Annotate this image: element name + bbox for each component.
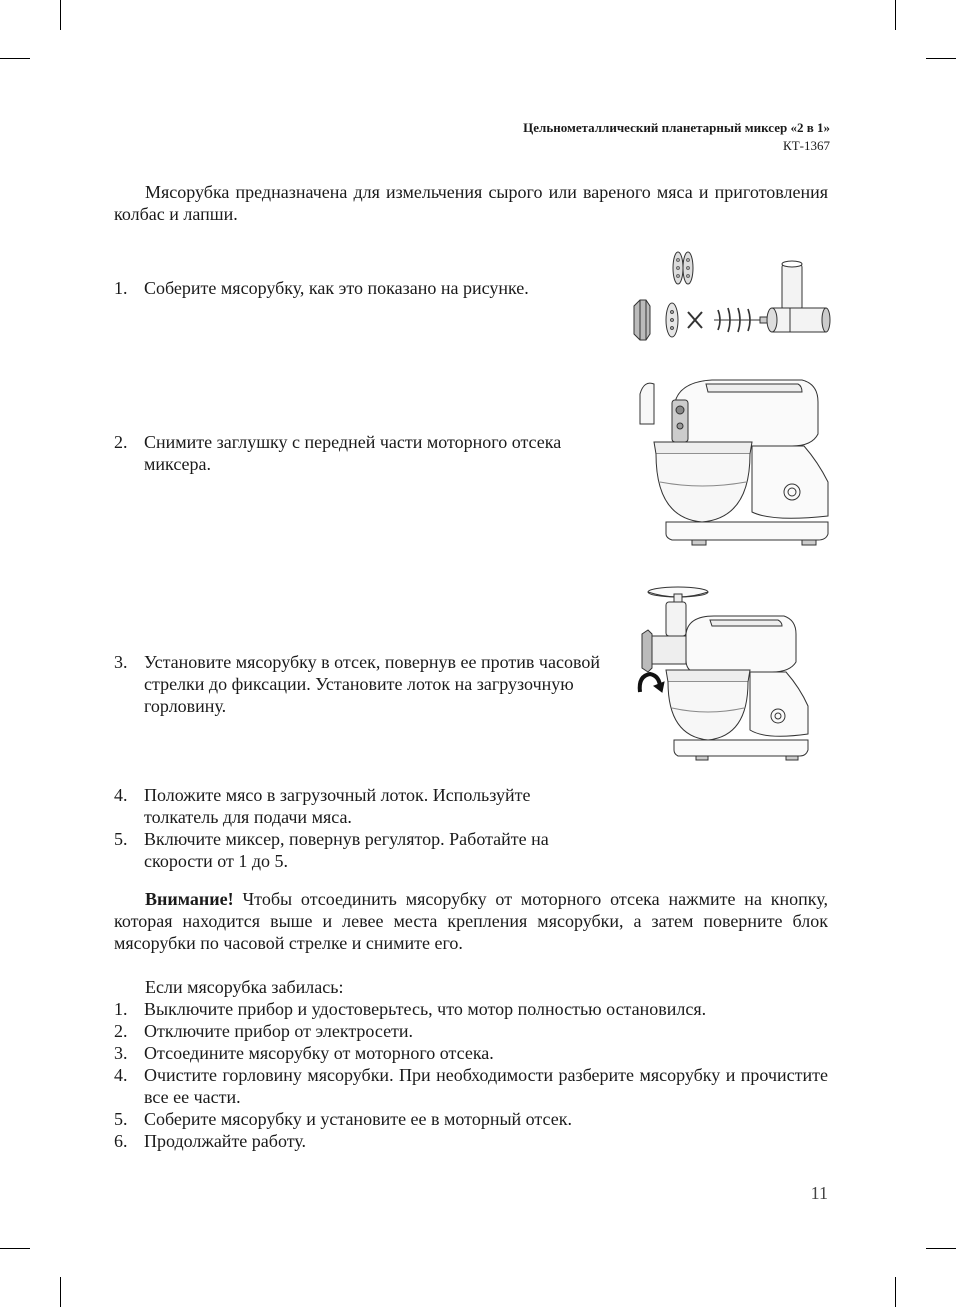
step-text: Продолжайте работу. bbox=[144, 1131, 307, 1151]
list-item bbox=[114, 431, 614, 475]
clog-intro: Если мясорубка забилась: bbox=[145, 977, 344, 997]
step-text: Выключите прибор и удостоверьтесь, что мотор полностью остановился. bbox=[144, 999, 707, 1019]
step-number: 3. bbox=[114, 1043, 128, 1063]
step-text: Установите мясорубку в отсек, повернув ее против часовой стрелки до фиксации. Установите лоток на загрузочную горловину. bbox=[144, 652, 600, 716]
crop-mark bbox=[895, 0, 896, 30]
list-item bbox=[114, 1020, 828, 1042]
list-item bbox=[114, 1130, 828, 1152]
step-list-item bbox=[114, 651, 628, 717]
crop-mark bbox=[60, 1277, 61, 1307]
warning-text: Чтобы отсоединить мясорубку от моторного отсека нажмите на кнопку, которая находится выше и левее места крепления мясорубки, а затем поверните блок мясорубки по часовой стрелке и снимите его. bbox=[114, 889, 828, 953]
list-item bbox=[114, 1064, 828, 1108]
step-list-item bbox=[114, 431, 614, 475]
page-number: 11 bbox=[810, 1183, 828, 1203]
mixer-cover-removal-illustration bbox=[632, 362, 832, 558]
step-number: 3. bbox=[114, 652, 128, 672]
step-text: Очистите горловину мясорубки. При необходимости разберите мясорубку и прочистите все ее части. bbox=[144, 1065, 828, 1107]
step-number: 1. bbox=[114, 278, 128, 298]
step-text: Включите миксер, повернув регулятор. Работайте на скорости от 1 до 5. bbox=[144, 829, 549, 871]
step-text: Положите мясо в загрузочный лоток. Используйте толкатель для подачи мяса. bbox=[144, 785, 531, 827]
clog-step-list bbox=[114, 998, 828, 1152]
step-text: Отсоедините мясорубку от моторного отсека. bbox=[144, 1043, 494, 1063]
list-item bbox=[114, 651, 628, 717]
step-text: Соберите мясорубку, как это показано на рисунке. bbox=[144, 278, 529, 298]
step-number: 5. bbox=[114, 1109, 128, 1129]
crop-mark bbox=[926, 58, 956, 59]
header-model: КТ-1367 bbox=[783, 138, 830, 153]
crop-mark bbox=[895, 1277, 896, 1307]
running-header bbox=[523, 119, 830, 155]
step-number: 5. bbox=[114, 829, 128, 849]
step-number: 4. bbox=[114, 1065, 128, 1085]
list-item bbox=[114, 277, 594, 299]
step-text: Снимите заглушку с передней части моторного отсека миксера. bbox=[144, 432, 562, 474]
list-item bbox=[114, 1108, 828, 1130]
crop-mark bbox=[0, 1248, 30, 1249]
crop-mark bbox=[0, 58, 30, 59]
header-title: Цельнометаллический планетарный миксер «2 в 1» bbox=[523, 120, 830, 135]
step-list bbox=[114, 784, 606, 872]
step-number: 2. bbox=[114, 432, 128, 452]
list-item bbox=[114, 998, 828, 1020]
warning-label: Внимание! bbox=[145, 889, 234, 909]
step-number: 4. bbox=[114, 785, 128, 805]
crop-mark bbox=[926, 1248, 956, 1249]
step-text: Соберите мясорубку и установите ее в моторный отсек. bbox=[144, 1109, 572, 1129]
step-text: Отключите прибор от электросети. bbox=[144, 1021, 414, 1041]
list-item bbox=[114, 784, 606, 828]
step-number: 6. bbox=[114, 1131, 128, 1151]
list-item bbox=[114, 1042, 828, 1064]
meat-grinder-parts-illustration bbox=[630, 248, 830, 344]
crop-mark bbox=[60, 0, 61, 30]
warning-paragraph bbox=[114, 888, 828, 954]
step-list-item bbox=[114, 277, 594, 299]
intro-paragraph: Мясорубка предназначена для измельчения сырого или вареного мяса и приготовления колбас и лапши. bbox=[114, 182, 828, 224]
step-number: 1. bbox=[114, 999, 128, 1019]
list-item bbox=[114, 828, 606, 872]
step-number: 2. bbox=[114, 1021, 128, 1041]
mixer-with-grinder-illustration bbox=[636, 580, 816, 760]
